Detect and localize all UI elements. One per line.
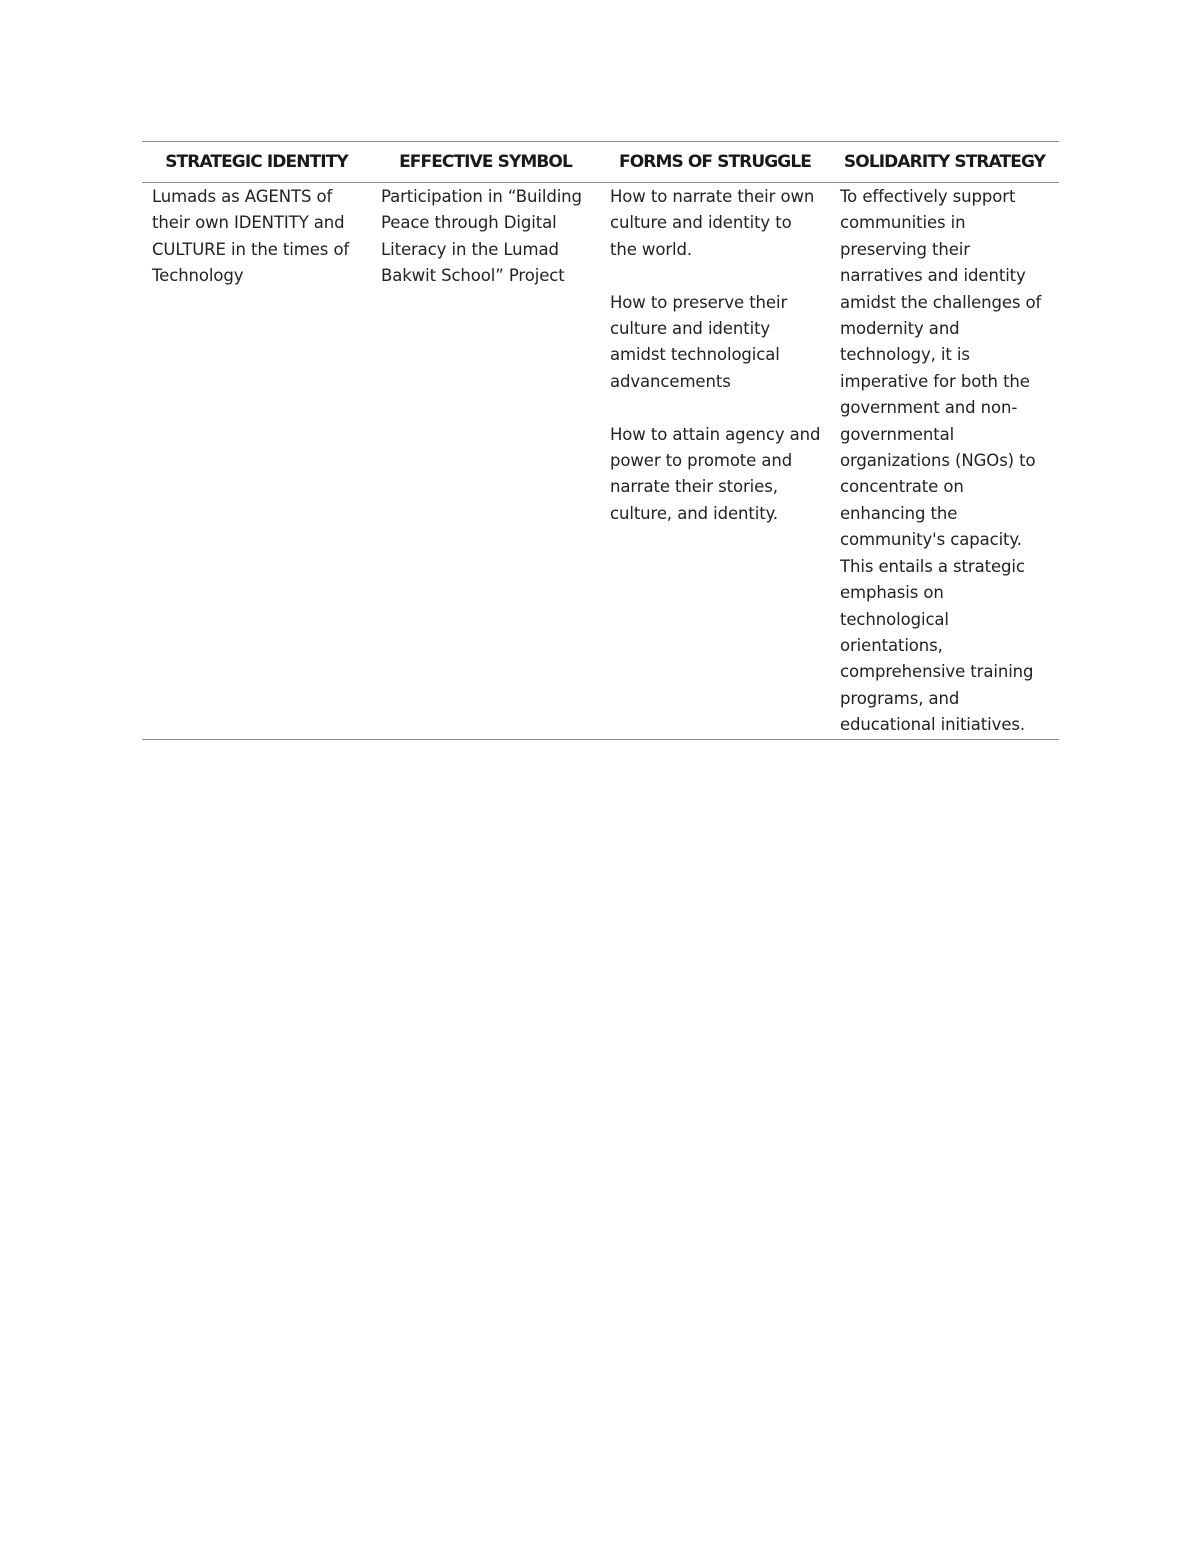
cell-strategic-identity [142,183,371,740]
cell-forms-of-struggle [600,183,830,740]
table-body [142,183,1059,740]
cell-effective-symbol [371,183,600,740]
header-strategic-identity: STRATEGIC IDENTITY [165,152,348,172]
header-solidarity-strategy: SOLIDARITY STRATEGY [843,152,1046,172]
strategic-identity-text: Lumads as AGENTS of their own IDENTITY and CULTURE in the times of Technology [152,187,350,286]
framework-table-container [142,141,1059,740]
table-row [142,183,1059,740]
header-effective-symbol: EFFECTIVE SYMBOL [399,152,572,172]
solidarity-strategy-text: To effectively support communities in preserving their narratives and identity amidst the challenges of modernity and technology, it is imperative for both the government and non-governmental organizations (NGOs) to concentrate on enhancing the community's capacity. This entails a strategic emphasis on technological orientations, comprehensive training programs, and educational initiatives. [840,187,1042,735]
header-forms-of-struggle: FORMS OF STRUGGLE [618,152,811,172]
framework-table [142,141,1059,740]
struggle-item-agency: How to attain agency and power to promote and narrate their stories, culture, and identity. [610,424,821,523]
struggle-item-narrate: How to narrate their own culture and identity to the world. [610,187,815,259]
effective-symbol-text: Participation in “Building Peace through Digital Literacy in the Lumad Bakwit School” Project [381,187,582,286]
cell-solidarity-strategy [830,183,1059,740]
table-header [142,142,1059,183]
header-row [142,142,1059,183]
struggle-item-preserve: How to preserve their culture and identity amidst technological advancements [610,292,788,391]
